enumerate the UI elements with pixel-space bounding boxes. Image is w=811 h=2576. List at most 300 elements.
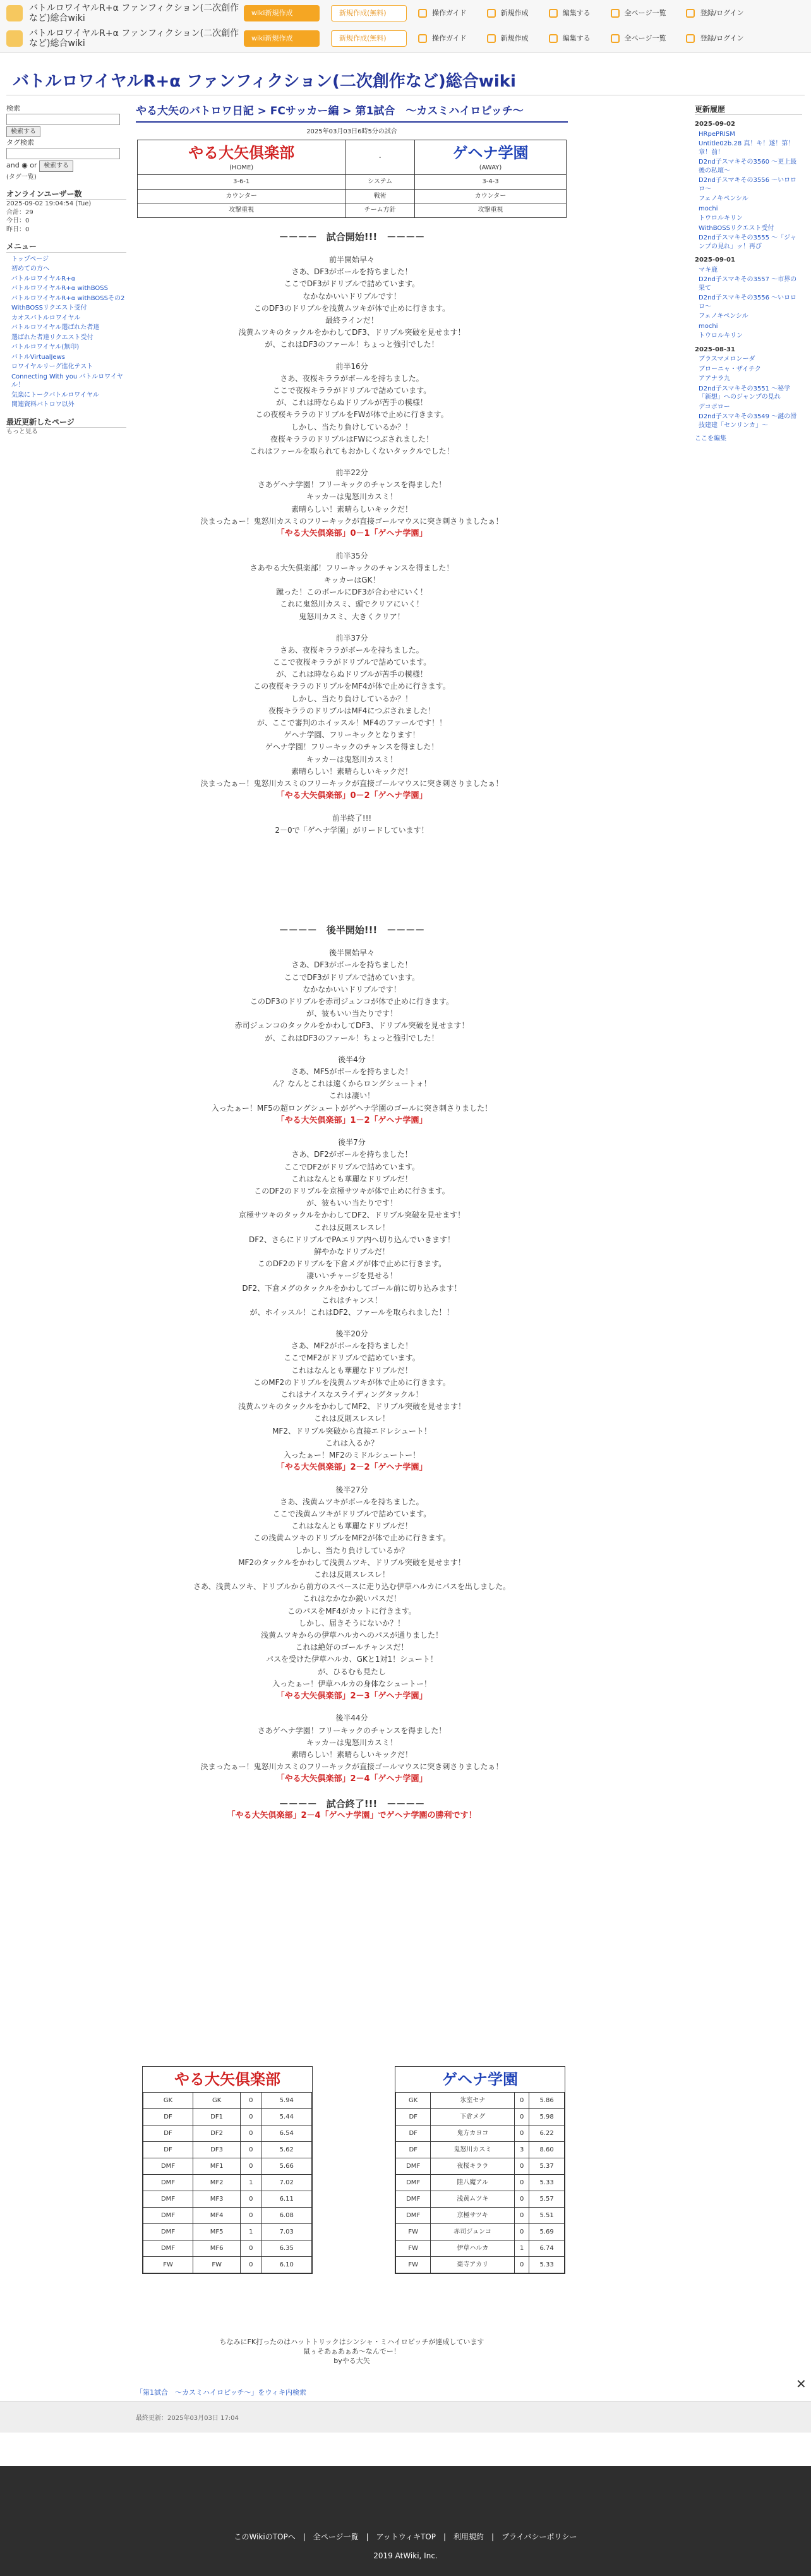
log-line: MF2のタックルをかわして浅黄ムツキ、ドリブル突破を見せます！ — [238, 1557, 466, 1567]
login-link-2[interactable]: 登録/ログイン — [686, 34, 743, 44]
log-line: これは入るか？ — [325, 1438, 378, 1448]
lineup-cell: 0 — [241, 2240, 261, 2257]
kind-label: 戦術 — [345, 189, 415, 203]
lineup-cell: DF — [143, 2109, 193, 2126]
note-1: ちなみにFK打ったのはハットトリックはシンシャ・ミハイロピッチが達成しています — [219, 2338, 484, 2346]
log-line: しかし、当たり負けしているか？！ — [291, 694, 412, 703]
owner-new-button-2[interactable]: 新規作成(無料) — [331, 30, 407, 47]
history-item[interactable]: mochi — [699, 322, 718, 330]
lineup-cell: GK — [143, 2093, 193, 2109]
search-input[interactable] — [6, 114, 120, 125]
away-formation: 3-4-3 — [415, 175, 567, 190]
log-line: DF2、さらにドリブルでPAエリア内へ切り込んでいきます！ — [249, 1235, 455, 1244]
log-line: 後半開始早々 — [328, 948, 375, 958]
lineup-cell: DF — [143, 2142, 193, 2158]
close-icon[interactable]: ✕ — [796, 2376, 807, 2392]
lineup-cell: DMF — [143, 2224, 193, 2240]
guide-link-2[interactable]: 操作ガイド — [418, 34, 467, 44]
lineup-cell: MF4 — [193, 2208, 241, 2224]
lineup-cell: 0 — [241, 2191, 261, 2208]
lineup-cell: GK — [396, 2093, 431, 2109]
log-line: 「やる大矢俱楽部」2－3「ゲヘナ学園」 — [276, 1691, 428, 1701]
lineup-cell: 氷室セナ — [431, 2093, 515, 2109]
match-date: 2025年03月03日6時5分の試合 — [306, 128, 397, 135]
log-line: さあ、MF5がボールを持ちました！ — [291, 1067, 413, 1076]
search-label: 検索 — [6, 104, 20, 112]
log-line: 「やる大矢俱楽部」2－2「ゲヘナ学園」 — [276, 1463, 428, 1473]
wiki-logo[interactable] — [6, 5, 23, 21]
log-line: 前半37分 — [335, 633, 368, 643]
away-label: (AWAY) — [479, 164, 502, 171]
log-line: 決まったぁー！鬼怒川カスミのフリーキックが直接ゴールマウスに突き刺さりましたぁ！ — [200, 1762, 503, 1772]
lineup-cell: 1 — [241, 2224, 261, 2240]
wiki-new-button-2[interactable]: wiki新規作成 — [244, 30, 320, 47]
newpage-icon — [487, 9, 496, 18]
lineup-cell: 0 — [515, 2093, 529, 2109]
log-line: 素晴らしい！素晴らしいキックだ！ — [291, 504, 412, 514]
log-line: DF2、下倉メグのタックルをかわしてゴール前に切り込みます！ — [242, 1283, 462, 1293]
lineup-cell: 5.94 — [261, 2093, 312, 2109]
log-line: これは反則スレスレ！ — [314, 1223, 390, 1232]
lineup-cell: 6.08 — [261, 2208, 312, 2224]
home-lineup — [142, 2066, 313, 2274]
wiki-title[interactable]: バトルロワイヤルR+α ファンフィクション(二次創作など)総合wiki — [13, 72, 516, 91]
log-line: 前半終了!!! — [332, 813, 372, 823]
away-team-name: ゲヘナ学園 — [452, 144, 529, 162]
log-line: 「やる大矢俱楽部」1－2「ゲヘナ学園」 — [276, 1115, 428, 1125]
log-line: ゲヘナ学園！フリーキックのチャンスを得ました！ — [265, 742, 439, 752]
lineup-cell: 0 — [241, 2126, 261, 2142]
lineup-cell: DMF — [143, 2208, 193, 2224]
history-item[interactable]: HRpePRISM — [699, 130, 735, 138]
lineup-cell: 0 — [515, 2126, 529, 2142]
home-counter: カウンター — [138, 189, 345, 203]
lineup-cell: FW — [396, 2257, 431, 2273]
lineup-cell: 7.02 — [261, 2175, 312, 2191]
edit-icon — [549, 9, 558, 18]
lineup-cell: 1 — [515, 2240, 529, 2257]
lineup-cell: DMF — [143, 2158, 193, 2175]
lineup-cell: 0 — [241, 2142, 261, 2158]
log-line: 蹴った！このボールにDF3が合わせにいく！ — [276, 588, 428, 597]
log-line: このDF3のドリブルを浅黄ムツキが体で止めに行きます。 — [253, 303, 450, 313]
menu-item[interactable]: バトルロワイヤルR+α withBOSSその2 — [11, 294, 125, 302]
log-line: しかし、当たり負けしているか？！ — [291, 422, 412, 432]
lineup-cell: FW — [193, 2257, 241, 2273]
more-link[interactable]: もっと見る — [6, 428, 38, 435]
wiki-logo-2[interactable] — [6, 30, 23, 47]
history-item[interactable]: D2nd子スマキその3556 ～いロロロ～ — [699, 294, 797, 310]
log-line: 夜桜キララのドリブルはMF4につぶされました！ — [268, 706, 436, 715]
footnote — [136, 2338, 568, 2366]
log-line: さあ、DF2がボールを持ちました！ — [291, 1150, 412, 1159]
lineup-cell: 伊草ハルカ — [431, 2240, 515, 2257]
lineup-cell: 0 — [515, 2224, 529, 2240]
lineup-cell: 京極サツキ — [431, 2208, 515, 2224]
log-line: このMF2のドリブルを浅黄ムツキが体で止めに行きます。 — [253, 1377, 450, 1387]
history-item[interactable]: ブラスマメロンーダ — [699, 356, 755, 363]
log-line: が、彼もいい当たりです！ — [306, 1009, 397, 1019]
log-line: 入ったぁー！MF2のミドルシュートー！ — [283, 1450, 421, 1460]
lineup-row — [143, 2126, 312, 2142]
lineup-cell: DMF — [396, 2208, 431, 2224]
menu-item[interactable]: ロワイヤルリーグ進化テスト — [11, 363, 93, 371]
log-line: 入ったぁー！伊草ハルカの身体なシュートー！ — [272, 1679, 431, 1688]
lineup-cell: 5.69 — [529, 2224, 565, 2240]
log-line: パスを受けた伊草ハルカ、GKと1対1！シュート！ — [266, 1655, 438, 1664]
log-line: これは反則スレスレ！ — [314, 1414, 390, 1424]
log-line: 素晴らしい！素晴らしいキックだ！ — [291, 766, 412, 776]
history-item[interactable]: トウロルキリン — [699, 332, 743, 340]
log-line: キッカーは鬼怒川カスミ！ — [306, 754, 397, 764]
today-count: 今日：0 — [6, 217, 30, 225]
menu-heading: メニュー — [6, 241, 126, 252]
log-line: が、これは時ならぬドリブルが苦手の模様！ — [276, 398, 428, 408]
tag-input[interactable] — [6, 148, 120, 159]
log-line: これはナイスなスライディングタックル！ — [280, 1390, 423, 1400]
second-half-lines — [136, 948, 568, 1785]
lineup-cell: 6.11 — [261, 2191, 312, 2208]
home-lineup-table — [143, 2092, 312, 2273]
lineup-cell: 5.33 — [529, 2257, 565, 2273]
last-update: 最終更新：2025年03月03日 17:04 — [136, 2415, 239, 2422]
lineup-cell: 0 — [241, 2208, 261, 2224]
guide-link[interactable]: 操作ガイド — [418, 9, 467, 18]
lineup-row — [396, 2126, 565, 2142]
log-line: さあゲヘナ学園！フリーキックのチャンスを得ました！ — [257, 1726, 447, 1735]
recent-heading: 最近更新したページ — [6, 417, 126, 428]
history-item[interactable]: アアナラ九 — [699, 375, 730, 383]
history-item[interactable]: トウロルキリン — [699, 215, 743, 222]
tag-label: タグ検索 — [6, 138, 34, 147]
log-line: このパスをMF4がカットに行きます。 — [287, 1606, 416, 1616]
lineup-cell: DMF — [143, 2240, 193, 2257]
lineup-cell: DMF — [396, 2158, 431, 2175]
log-line: 「やる大矢俱楽部」0－2「ゲヘナ学園」 — [276, 791, 428, 801]
copyright: 2019 AtWiki, Inc. — [373, 2551, 438, 2561]
lineup-cell: DMF — [143, 2191, 193, 2208]
history-item[interactable]: D2nd子スマキその3556 ～いロロロ～ — [699, 177, 797, 193]
menu-item[interactable]: Connecting With you バトルロワイヤル！ — [11, 373, 123, 389]
log-line: ゲヘナ学園、フリーキックとなります！ — [284, 730, 420, 740]
lineup-cell: 5.44 — [261, 2109, 312, 2126]
history-item[interactable]: ブローニャ・ザイチク — [699, 365, 761, 373]
log-line: この夜桜キララのドリブルをFWが体で止めに行きます。 — [255, 410, 448, 420]
note-3: byやる大矢 — [333, 2356, 370, 2365]
lineup-row — [396, 2208, 565, 2224]
log-line: ここでMF2がドリブルで詰めています。 — [284, 1353, 420, 1363]
lineup-cell: 0 — [241, 2257, 261, 2273]
log-line: ここで夜桜キララがドリブルで詰めています。 — [272, 658, 431, 667]
lineup-cell: 0 — [515, 2208, 529, 2224]
log-line: 後半20分 — [335, 1329, 368, 1339]
log-line: MF2、ドリブル突破から直接エドレシュート！ — [272, 1426, 431, 1436]
log-line: 京極サツキのタックルをかわしてDF2、ドリブル突破を見せます！ — [238, 1211, 466, 1220]
lineup-cell: MF1 — [193, 2158, 241, 2175]
end-title: －－－－ 試合終了!!! －－－－ — [279, 1798, 425, 1810]
lineup-row — [396, 2191, 565, 2208]
owner-new-button[interactable]: 新規作成(無料) — [331, 5, 407, 21]
history-list-3 — [695, 355, 802, 430]
user-icon — [686, 34, 695, 43]
log-line: なかなかいいドリブルです！ — [303, 291, 401, 301]
menu-item[interactable]: バトルロワイヤル(無印) — [11, 344, 80, 351]
lineup-row — [143, 2191, 312, 2208]
log-line: ん？なんとこれは遠くからロングシュートォ！ — [272, 1079, 431, 1089]
lineup-cell: MF2 — [193, 2175, 241, 2191]
home-lineup-title: やる大矢俱楽部 — [174, 2071, 280, 2088]
menu-item[interactable]: トップページ — [11, 255, 49, 263]
log-line: このDF2のドリブルを下倉メグが体で止めに行きます。 — [257, 1259, 447, 1269]
lineup-cell: 5.37 — [529, 2158, 565, 2175]
log-line: 浅黄ムツキからの伊草ハルカへのパスが通りました！ — [260, 1630, 443, 1640]
lineup-row — [396, 2240, 565, 2257]
log-line: 素晴らしい！素晴らしいキックだ！ — [291, 1750, 412, 1759]
score-dash: - — [345, 140, 415, 175]
lineup-cell: 棗寺アカリ — [431, 2257, 515, 2273]
lineup-cell: 0 — [515, 2175, 529, 2191]
lineup-cell: FW — [396, 2240, 431, 2257]
date-1: 2025-09-02 — [695, 121, 735, 128]
log-line: 前半35分 — [335, 551, 368, 560]
policy-label: チーム方針 — [345, 203, 415, 218]
log-line: 赤司ジュンコのタックルをかわしてDF3、ドリブル突破を見せます！ — [234, 1021, 469, 1031]
home-team-name: やる大矢俱楽部 — [188, 144, 295, 162]
log-line: が、ひるむも見たし — [317, 1667, 386, 1676]
log-line: 後半27分 — [335, 1485, 368, 1494]
edit-link-2[interactable]: 編集する — [549, 34, 591, 44]
menu-item[interactable]: バトルロワイヤルR+α withBOSS — [11, 285, 108, 293]
log-line: 後半44分 — [335, 1714, 368, 1723]
lineup-cell: 赤司ジュンコ — [431, 2224, 515, 2240]
site-title[interactable]: バトルロワイヤルR+α ファンフィクション(二次創作など)総合wiki — [29, 3, 239, 23]
menu-item[interactable]: 関連資料バトロワ以外 — [11, 401, 75, 409]
lineup-cell: DMF — [396, 2175, 431, 2191]
lineup-cell: 5.51 — [529, 2208, 565, 2224]
history-item[interactable]: D2nd子スマキその3560 ～更上最後の私壇～ — [699, 159, 797, 174]
lineup-cell: FW — [396, 2224, 431, 2240]
log-line: これは反則スレスレ！ — [314, 1570, 390, 1580]
log-line: しかし、届きそうにないか？！ — [298, 1618, 405, 1628]
menu-list — [11, 255, 126, 409]
log-line: キッカーは鬼怒川カスミ！ — [306, 1738, 397, 1747]
lineup-cell: 夜桜キララ — [431, 2158, 515, 2175]
menu-item[interactable]: 初めての方へ — [11, 265, 49, 273]
history-item[interactable]: マキ鹿 — [699, 266, 718, 274]
guide-icon — [418, 34, 427, 43]
search-in-wiki-link[interactable]: 「第1試合 ～カスミハイロピッチ～」をウィキ内検索 — [136, 2388, 306, 2397]
log-line: さあ、浅黄ムツキがボールを持ちました。 — [280, 1497, 424, 1506]
main-content — [136, 104, 568, 1822]
log-line: が、これはDF3のファール！ちょっと強引でした！ — [265, 340, 439, 349]
lineup-row — [143, 2257, 312, 2273]
lineup-row — [396, 2158, 565, 2175]
menu-item[interactable]: WithBOSSリクエスト受付 — [11, 305, 87, 312]
lineup-cell: MF5 — [193, 2224, 241, 2240]
history-item[interactable]: mochi — [699, 205, 718, 212]
lineup-cell: DF — [396, 2109, 431, 2126]
away-lineup-table — [395, 2092, 565, 2273]
edit-here-link[interactable]: ここを編集 — [695, 435, 726, 443]
list-icon — [611, 34, 620, 43]
menu-item[interactable]: バトルロワイヤルR+α — [11, 275, 76, 282]
log-line: 鮮やかなドリブルだ！ — [314, 1247, 390, 1256]
history-item[interactable]: デコボロー — [699, 403, 730, 411]
lineup-cell: DF2 — [193, 2126, 241, 2142]
second-half-title: －－－－ 後半開始!!! －－－－ — [279, 924, 425, 936]
lineup-row — [143, 2175, 312, 2191]
and-label: and — [6, 161, 20, 170]
log-line: 後半4分 — [338, 1055, 366, 1064]
lineup-cell: 5.66 — [261, 2158, 312, 2175]
tag-list-link[interactable]: (タグ一覧) — [6, 173, 37, 181]
history-item[interactable]: D2nd子スマキその3551 ～秘学「新想」へのジャンプの見れ — [699, 385, 791, 401]
site-title-2[interactable]: バトルロワイヤルR+α ファンフィクション(二次創作など)総合wiki — [29, 28, 239, 49]
lineup-cell: 0 — [241, 2158, 261, 2175]
home-label: (HOME) — [229, 164, 254, 171]
list-icon — [611, 9, 620, 18]
lineup-row — [143, 2240, 312, 2257]
lineup-row — [143, 2158, 312, 2175]
lineup-cell: DF — [396, 2142, 431, 2158]
newpage-link-2[interactable]: 新規作成 — [487, 34, 529, 44]
log-line: これはなんとも華麗なドリブルだ！ — [291, 1521, 412, 1531]
lineup-row — [396, 2109, 565, 2126]
lineup-cell: 7.03 — [261, 2224, 312, 2240]
log-line: ここで夜桜キララがドリブルで詰めています。 — [272, 385, 431, 395]
log-line: ここでDF2がドリブルで詰めています。 — [284, 1162, 420, 1171]
lineup-cell: 0 — [515, 2191, 529, 2208]
allpages-link-2[interactable]: 全ページ一覧 — [611, 34, 666, 44]
history-item[interactable]: D2nd子スマキその3555 ～「ジャンプの見れ」ッ！再び — [699, 234, 796, 250]
log-line: 入ったぁー！MF5の超ロングシュートがゲヘナ学園のゴールに突き刺さりました！ — [211, 1103, 493, 1113]
log-line: 「やる大矢俱楽部」2－4「ゲヘナ学園」 — [276, 1774, 428, 1784]
log-line: ここで浅黄ムツキがドリブルで詰めています。 — [272, 1509, 431, 1519]
menu-item[interactable]: バトルVirtualJews — [11, 353, 65, 361]
first-half-title: －－－－ 試合開始!!! －－－－ — [279, 231, 425, 243]
lineup-cell: DMF — [143, 2175, 193, 2191]
lineup-cell: 0 — [515, 2158, 529, 2175]
footer-links[interactable]: このWikiのTOPへ | 全ページ一覧 | アットウィキTOP | 利用規約 | プライバシーポリシー — [234, 2532, 577, 2541]
lineup-cell: 5.86 — [529, 2093, 565, 2109]
log-line: さあやる大矢俱楽部！フリーキックのチャンスを得ました！ — [249, 563, 454, 572]
allpages-link[interactable]: 全ページ一覧 — [611, 9, 666, 18]
log-line: 凄いいチャージを見せる！ — [306, 1271, 397, 1281]
lineup-cell: 0 — [241, 2093, 261, 2109]
log-line: キッカーは鬼怒川カスミ！ — [306, 492, 397, 502]
lineup-cell: 鬼怒川カスミ — [431, 2142, 515, 2158]
login-link[interactable]: 登録/ログイン — [686, 9, 743, 18]
log-line: 決まったぁー！鬼怒川カスミのフリーキックが直接ゴールマウスに突き刺さりましたぁ！ — [200, 778, 503, 788]
lineup-row — [143, 2142, 312, 2158]
history-heading: 更新履歴 — [695, 104, 802, 115]
note-2: 鼠ぅそあぁあぁあ～なんでー！ — [303, 2347, 400, 2355]
menu-item[interactable]: バトルロワイヤル選ばれた者達 — [11, 324, 100, 332]
log-line: さあ、DF3がボールを持ちました！ — [291, 267, 412, 277]
lineup-cell: 浅黄ムツキ — [431, 2191, 515, 2208]
log-line: この夜桜キララのドリブルをMF4が体で止めに行きます。 — [253, 682, 450, 691]
date-3: 2025-08-31 — [695, 346, 735, 353]
tag-search-button[interactable]: 検索する — [39, 160, 73, 172]
wiki-new-button[interactable]: wiki新規作成 — [244, 5, 320, 21]
away-lineup-title: ゲヘナ学園 — [442, 2071, 518, 2088]
date-2: 2025-09-01 — [695, 257, 735, 264]
newpage-link[interactable]: 新規作成 — [487, 9, 529, 18]
log-line: さあ、DF3がボールを持ちました！ — [291, 960, 412, 970]
lineup-cell: DF — [396, 2126, 431, 2142]
history-item[interactable]: フェノキペンシル — [699, 313, 748, 320]
menu-item[interactable]: 選ばれた者達リクエスト受付 — [11, 334, 93, 341]
lineup-cell: 6.10 — [261, 2257, 312, 2273]
log-line: これはなかなか鋭いパスだ！ — [302, 1594, 401, 1604]
edit-link[interactable]: 編集する — [549, 9, 591, 18]
or-label: or — [30, 161, 37, 170]
lineup-cell: 5.33 — [529, 2175, 565, 2191]
lineup-row — [143, 2208, 312, 2224]
log-line: さあ、夜桜キララがボールを持ちました。 — [280, 373, 424, 383]
log-line: しかし、当たり負けしているか？ — [294, 1545, 409, 1555]
history-list-2 — [695, 266, 802, 341]
lineup-cell: DF1 — [193, 2109, 241, 2126]
footer — [0, 2466, 811, 2576]
lineup-cell: 6.22 — [529, 2126, 565, 2142]
history-item[interactable]: D2nd子スマキその3549 ～謎の滑技建建「センリンカ」～ — [699, 413, 797, 429]
lineup-cell: 6.74 — [529, 2240, 565, 2257]
log-line: 後半7分 — [338, 1138, 366, 1147]
log-line: さあ、浅黄ムツキ、ドリブルから前方のスペースに走り込む伊草ハルカにパスを出しました。 — [193, 1582, 510, 1592]
log-line: 浅黄ムツキのタックルをかわしてMF2、ドリブル突破を見せます！ — [237, 1402, 466, 1412]
log-line: 決まったぁー！鬼怒川カスミのフリーキックが直接ゴールマウスに突き刺さりましたぁ！ — [200, 516, 503, 526]
home-tactic: 攻撃重視 — [138, 203, 345, 218]
last-update-band — [0, 2401, 811, 2433]
log-line: が、これは時ならぬドリブルが苦手の模様！ — [276, 670, 428, 679]
log-line: 2－0で「ゲヘナ学園」がリードしています！ — [275, 825, 429, 835]
log-line: が、彼もいい当たりです！ — [306, 1199, 397, 1208]
yesterday-count: 昨日：0 — [6, 226, 30, 233]
lineup-cell: DF — [143, 2126, 193, 2142]
second-half-log — [136, 924, 568, 1822]
history-item[interactable]: D2nd子スマキその3557 ～市界の果て — [699, 276, 797, 292]
lineup-row — [396, 2142, 565, 2158]
away-counter: カウンター — [415, 189, 567, 203]
breadcrumb[interactable]: やる大矢のバトロワ日記 > FCサッカー編 > 第1試合 ～カスミハイロピッチ～ — [136, 104, 568, 123]
history-item[interactable]: Untitle02b.28 真！キ！遂！第！章！前！ — [699, 140, 795, 156]
log-line: ここでDF3がドリブルで詰めています。 — [284, 279, 420, 289]
menu-item[interactable]: カオスバトルロワイヤル — [11, 314, 81, 322]
log-line: さあ、夜桜キララがボールを持ちました。 — [280, 645, 424, 655]
lineup-cell: 5.98 — [529, 2109, 565, 2126]
log-line: このDF3のドリブルを赤司ジュンコが体で止めに行きます。 — [249, 997, 454, 1007]
lineup-cell: FW — [143, 2257, 193, 2273]
lineup-cell: 0 — [515, 2257, 529, 2273]
log-line: この浅黄ムツキのドリブルをMF2が体で止めに行きます。 — [253, 1533, 450, 1543]
lineup-row — [396, 2175, 565, 2191]
history-item[interactable]: WithBOSSリクエスト受付 — [699, 224, 774, 232]
lineup-row — [396, 2093, 565, 2109]
lineup-cell: GK — [193, 2093, 241, 2109]
home-formation: 3-6-1 — [138, 175, 345, 190]
search-button[interactable]: 検索する — [6, 126, 40, 138]
away-tactic: 攻撃重視 — [415, 203, 567, 218]
lineup-cell: 下倉メグ — [431, 2109, 515, 2126]
lineup-cell: 5.57 — [529, 2191, 565, 2208]
lineup-row — [396, 2224, 565, 2240]
total-count: 合計：29 — [6, 209, 33, 216]
menu-item[interactable]: 気楽にトークバトルロワイヤル — [11, 391, 99, 399]
history-item[interactable]: フェノキペンシル — [699, 195, 748, 203]
lineup-cell: 1 — [241, 2175, 261, 2191]
history-list-1 — [695, 130, 802, 251]
